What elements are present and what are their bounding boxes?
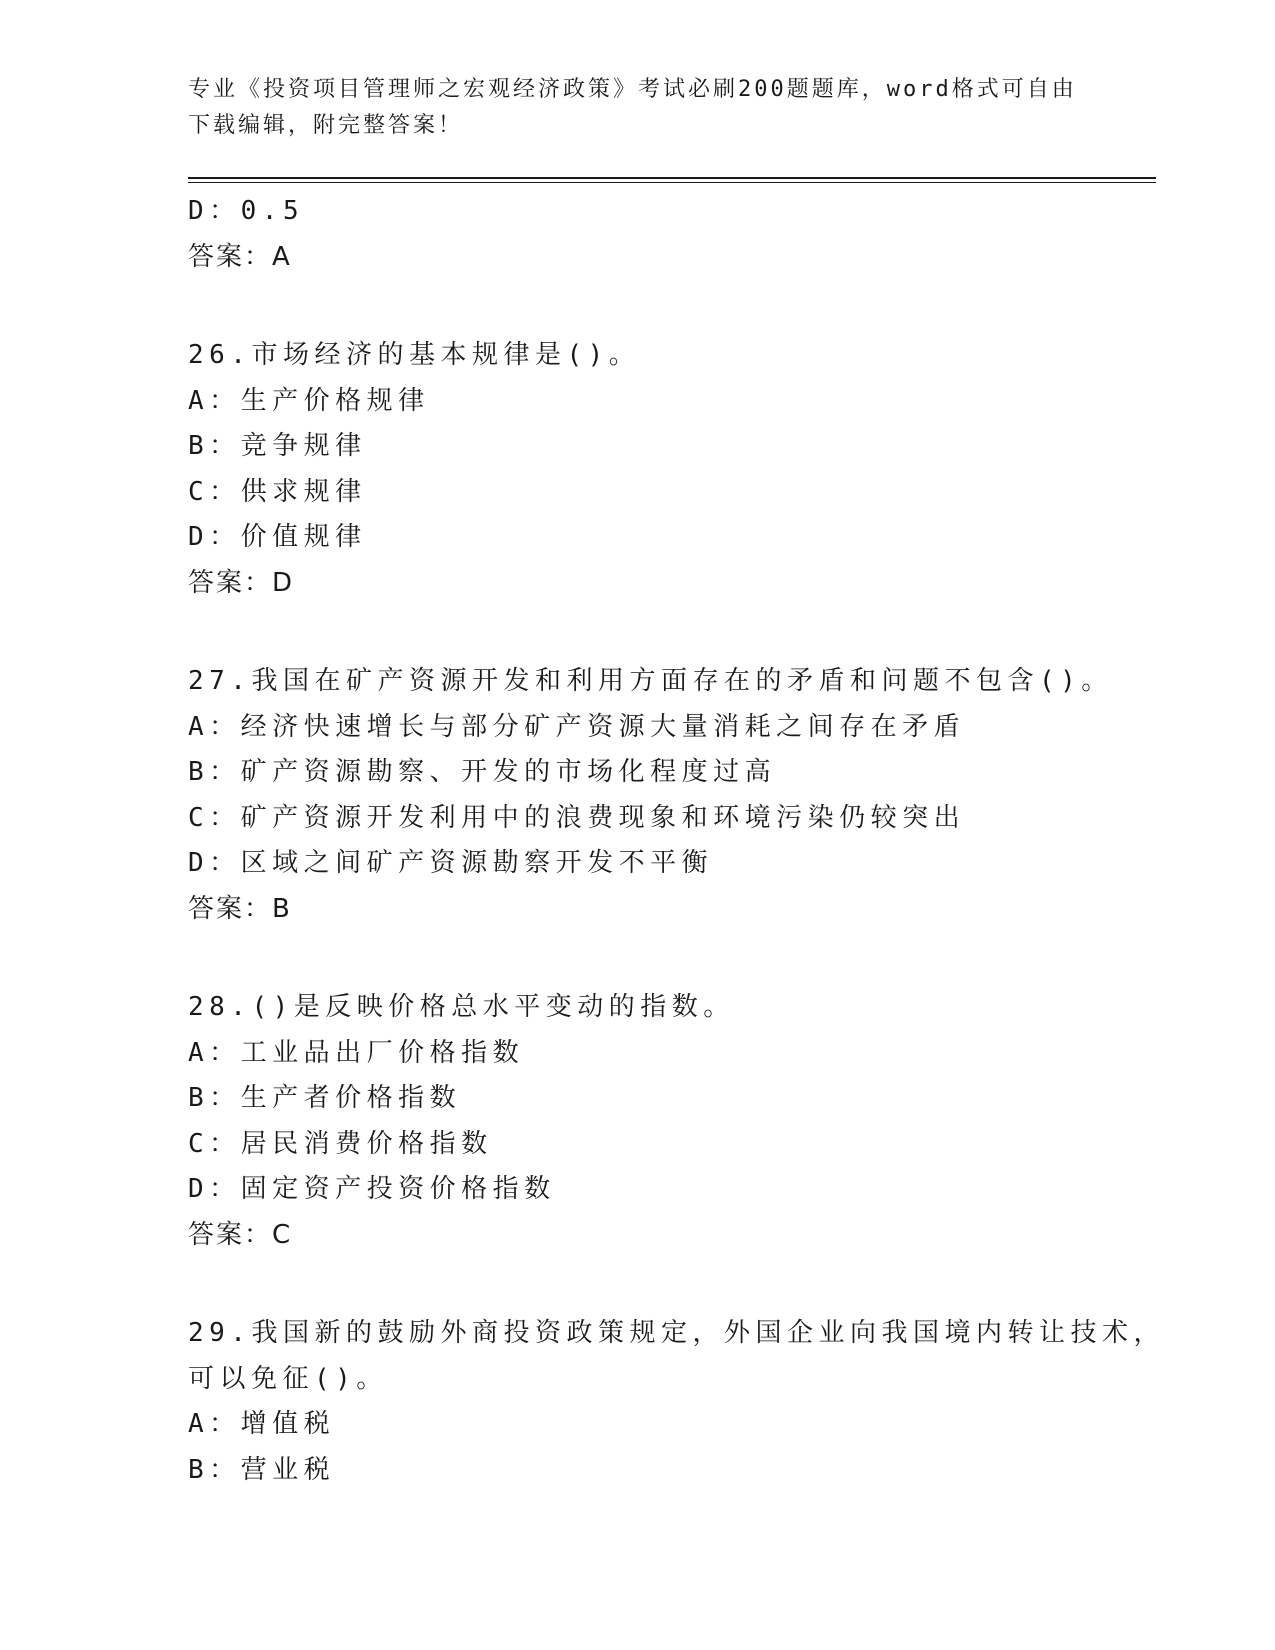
option-d: D：价值规律 bbox=[188, 522, 367, 552]
spacer bbox=[188, 606, 1088, 659]
question-stem: 26.市场经济的基本规律是()。 bbox=[188, 340, 641, 370]
spacer bbox=[188, 932, 1088, 985]
answer-line: 答案：C bbox=[188, 1219, 293, 1250]
spacer bbox=[188, 1258, 1088, 1311]
option-b: B：营业税 bbox=[188, 1454, 336, 1485]
option-b: B：竞争规律 bbox=[188, 431, 367, 461]
header-line-1: 专业《投资项目管理师之宏观经济政策》考试必刷200题题库，word格式可自由 bbox=[188, 77, 1077, 102]
option-a: A：经济快速增长与部分矿产资源大量消耗之间存在矛盾 bbox=[188, 711, 966, 742]
option-b: B：矿产资源勘察、开发的市场化程度过高 bbox=[188, 757, 777, 787]
question-29 bbox=[188, 1311, 1165, 1493]
question-26 bbox=[188, 333, 1088, 606]
spacer bbox=[188, 280, 1088, 333]
option-a: A：生产价格规律 bbox=[188, 385, 430, 416]
answer-line: 答案：A bbox=[188, 241, 292, 272]
question-stem: 29.我国新的鼓励外商投资政策规定，外国企业向我国境内转让技术， bbox=[188, 1318, 1165, 1348]
question-stem-continued: 可以免征()。 bbox=[188, 1363, 388, 1394]
header-divider-thick bbox=[188, 177, 1156, 179]
header-line-2: 下载编辑，附完整答案！ bbox=[188, 113, 464, 138]
question-list bbox=[188, 189, 1165, 1493]
option-a: A：工业品出厂价格指数 bbox=[188, 1037, 525, 1068]
question-28 bbox=[188, 985, 1088, 1258]
question-27 bbox=[188, 659, 1113, 932]
question-stem: 27.我国在矿产资源开发和利用方面存在的矛盾和问题不包含()。 bbox=[188, 666, 1113, 696]
option-d: D：固定资产投资价格指数 bbox=[188, 1174, 556, 1204]
question-stem: 28.()是反映价格总水平变动的指数。 bbox=[188, 992, 735, 1022]
option-d: D：0.5 bbox=[188, 196, 305, 226]
option-b: B：生产者价格指数 bbox=[188, 1083, 462, 1113]
option-c: C：居民消费价格指数 bbox=[188, 1128, 493, 1159]
header-divider-thin bbox=[188, 182, 1156, 183]
document-header bbox=[188, 72, 1088, 144]
option-c: C：矿产资源开发利用中的浪费现象和环境污染仍较突出 bbox=[188, 802, 966, 833]
option-a: A：增值税 bbox=[188, 1409, 336, 1439]
answer-line: 答案：B bbox=[188, 893, 292, 924]
answer-line: 答案：D bbox=[188, 567, 295, 598]
option-d: D：区域之间矿产资源勘察开发不平衡 bbox=[188, 848, 714, 878]
option-c: C：供求规律 bbox=[188, 476, 367, 507]
